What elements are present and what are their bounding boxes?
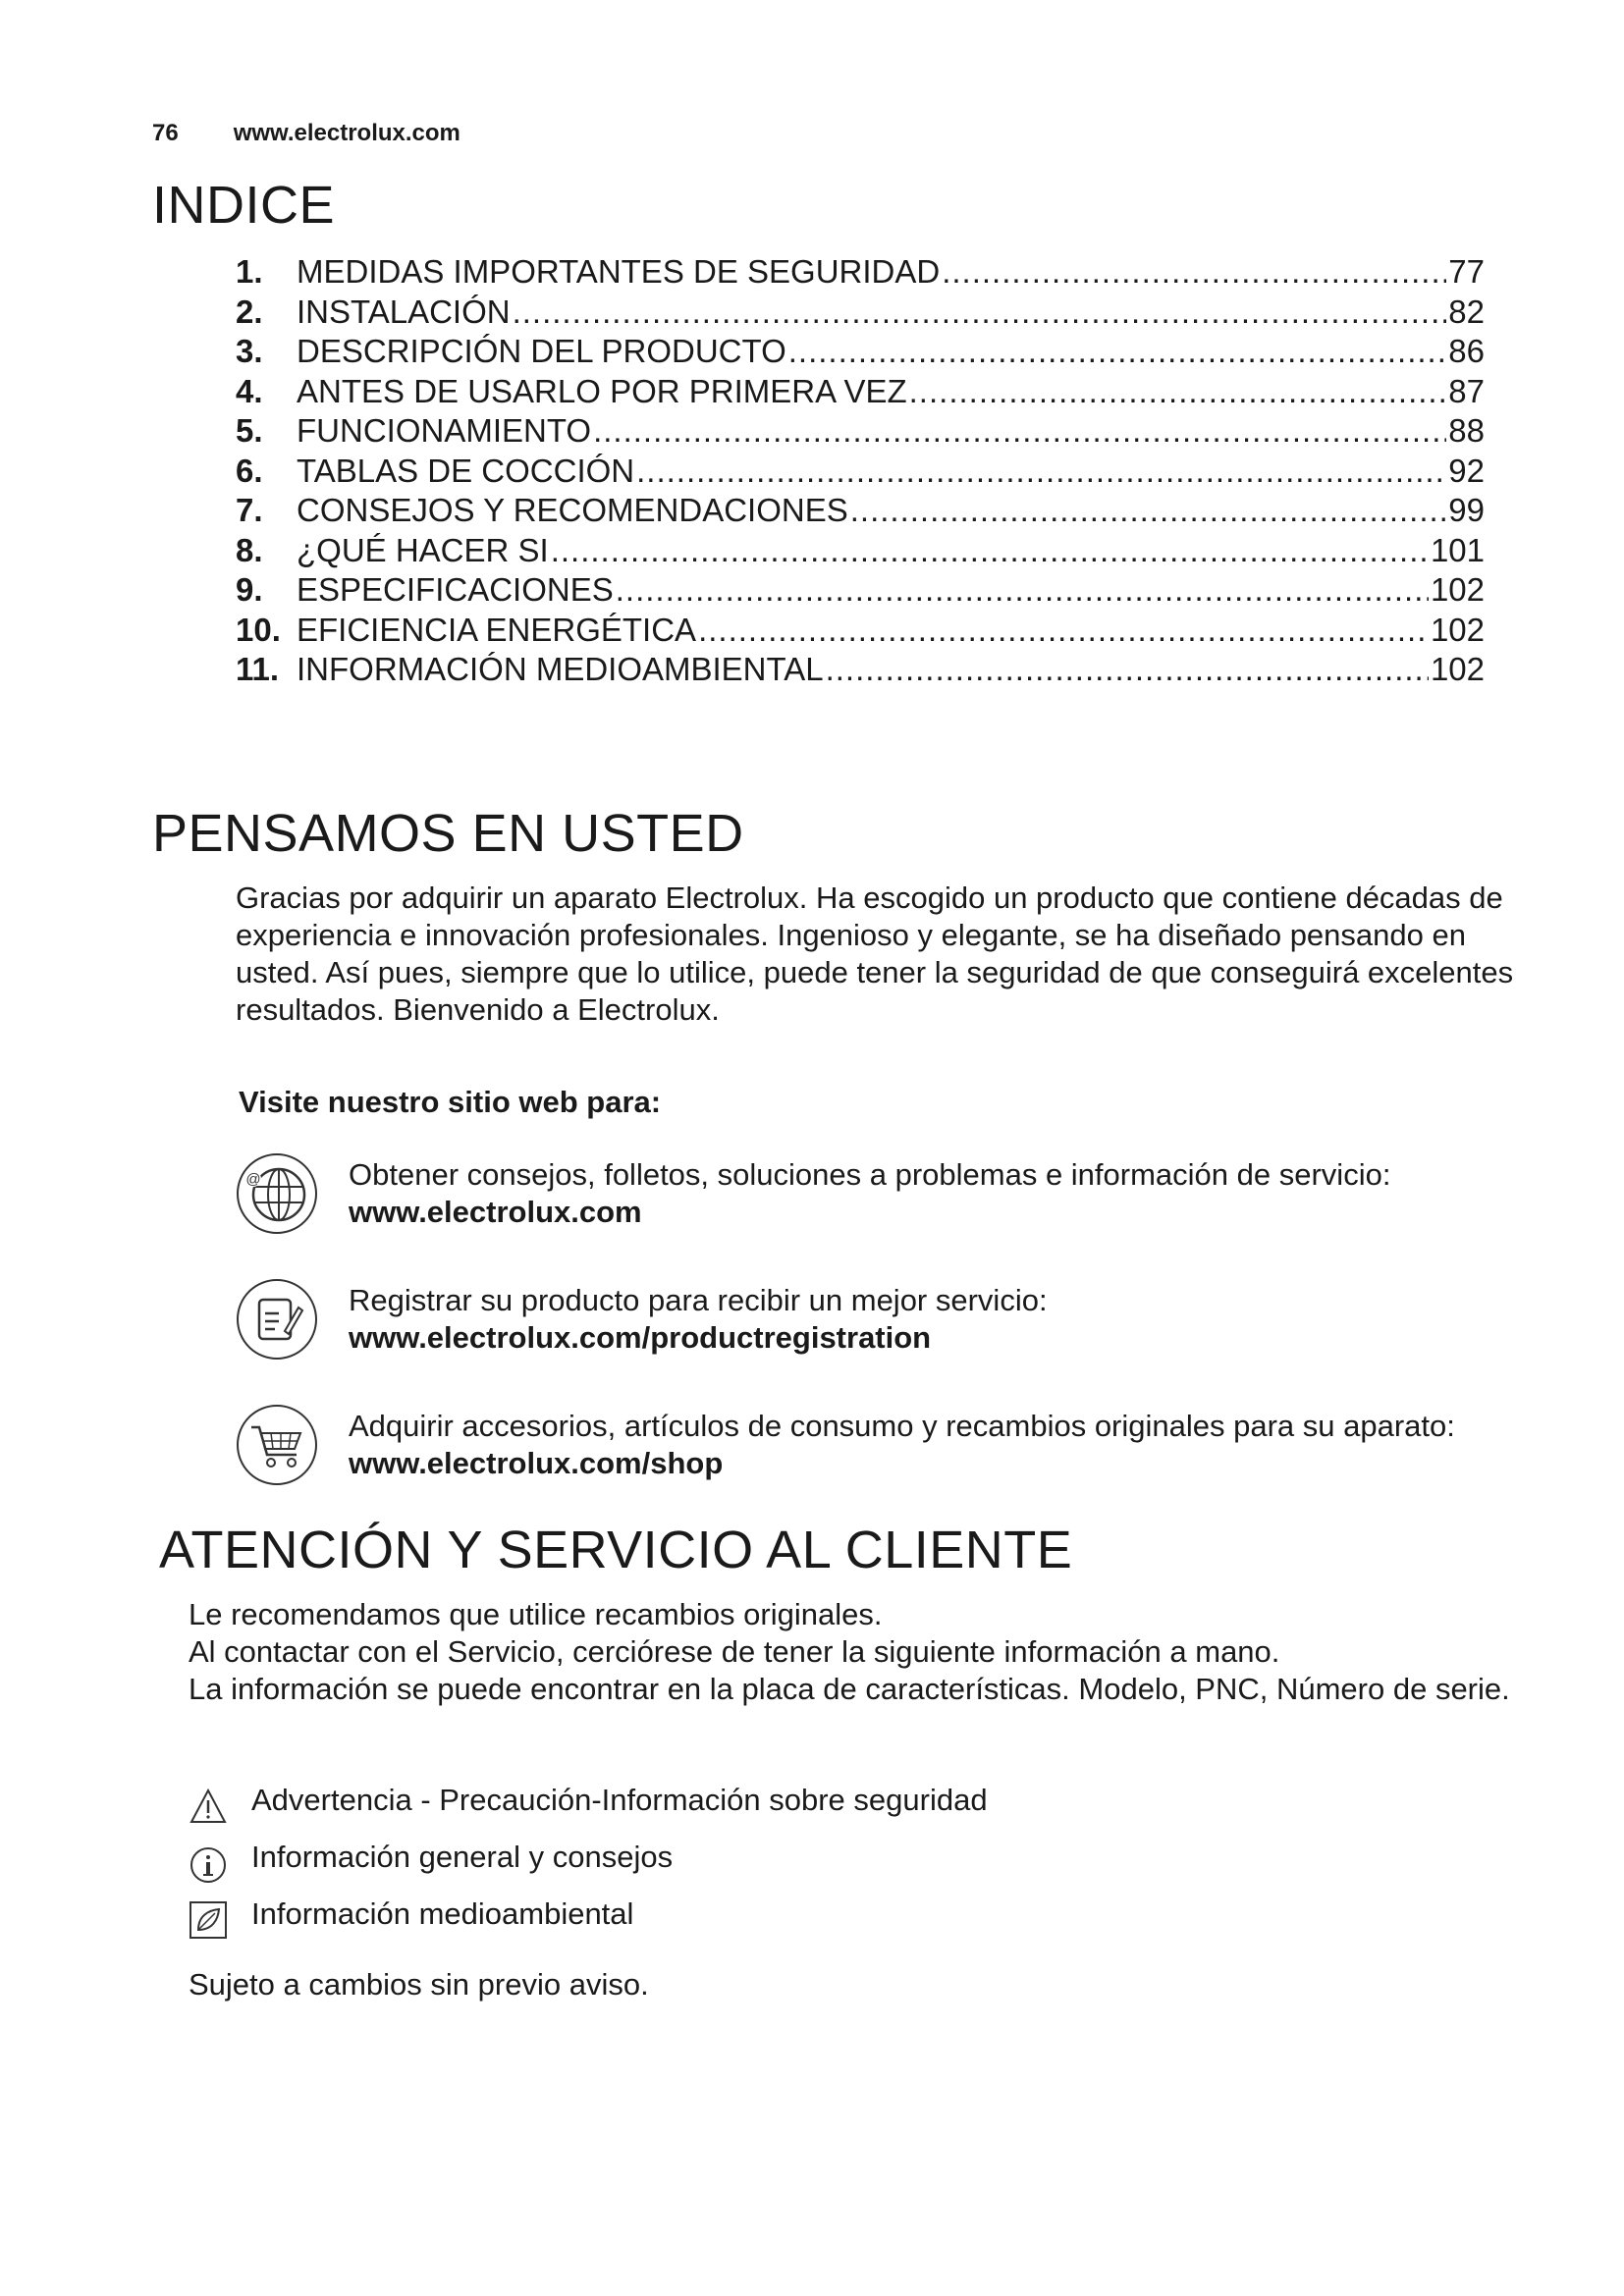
- toc-number: 4.: [236, 372, 263, 409]
- leaf-icon: [189, 1900, 228, 1945]
- link-registration: [349, 1282, 1048, 1357]
- toc-row[interactable]: [236, 571, 1485, 612]
- legend-info-text: Información general y consejos: [251, 1840, 674, 1874]
- website-link[interactable]: www.electrolux.com: [349, 1195, 642, 1229]
- atencion-paragraph: [189, 1596, 1510, 1708]
- toc-page: 82: [1448, 293, 1485, 330]
- toc-number: 5.: [236, 412, 263, 449]
- toc-leader: [909, 373, 1447, 410]
- toc-leader: [551, 532, 1429, 569]
- toc-row[interactable]: [236, 492, 1485, 532]
- legend-environment-text: Información medioambiental: [251, 1896, 634, 1931]
- toc-page: 102: [1430, 611, 1485, 648]
- toc-number: 10.: [236, 611, 281, 648]
- toc-title: INFORMACIÓN MEDIOAMBIENTAL: [297, 651, 824, 687]
- toc-leader: [850, 492, 1447, 529]
- toc-number: 7.: [236, 492, 263, 528]
- paragraph-line: La información se puede encontrar en la placa de características. Modelo, PNC, Número de serie.: [189, 1672, 1510, 1706]
- toc-title: ESPECIFICACIONES: [297, 571, 614, 608]
- toc-title: CONSEJOS Y RECOMENDACIONES: [297, 492, 848, 528]
- toc-row[interactable]: [236, 412, 1485, 453]
- toc-row[interactable]: [236, 651, 1485, 691]
- toc-number: 1.: [236, 253, 263, 290]
- legend-warning-text: Advertencia - Precaución-Información sobre seguridad: [251, 1783, 988, 1817]
- toc-page: 86: [1448, 333, 1485, 369]
- visit-label: Visite nuestro sitio web para:: [239, 1085, 662, 1119]
- toc-title: ¿QUÉ HACER SI: [297, 531, 549, 568]
- toc-leader: [593, 412, 1446, 450]
- paragraph-line: Al contactar con el Servicio, cerciórese de tener la siguiente información a mano.: [189, 1634, 1280, 1669]
- link-description: Adquirir accesorios, artículos de consumo y recambios originales para su aparato:: [349, 1409, 1455, 1443]
- link-info-service: [349, 1156, 1390, 1231]
- toc-row[interactable]: [236, 333, 1485, 373]
- toc-row[interactable]: [236, 253, 1485, 294]
- toc-row[interactable]: [236, 294, 1485, 334]
- toc-leader: [636, 453, 1446, 490]
- page-number: 76: [152, 120, 179, 146]
- toc-page: 92: [1448, 452, 1485, 489]
- link-shop: [349, 1408, 1455, 1482]
- paragraph-line: Le recomendamos que utilice recambios originales.: [189, 1597, 883, 1631]
- toc-title: FUNCIONAMIENTO: [297, 412, 592, 449]
- toc-title: ANTES DE USARLO POR PRIMERA VEZ: [297, 372, 907, 409]
- toc-number: 9.: [236, 571, 263, 608]
- shopping-cart-icon: [236, 1404, 318, 1491]
- toc-leader: [698, 612, 1429, 649]
- page-header: [152, 120, 460, 147]
- paragraph-line: resultados. Bienvenido a Electrolux.: [236, 992, 720, 1027]
- toc-number: 2.: [236, 293, 263, 330]
- toc-page: 87: [1448, 372, 1485, 409]
- toc-title: DESCRIPCIÓN DEL PRODUCTO: [297, 333, 786, 369]
- warning-icon: [189, 1787, 228, 1831]
- svg-text:@: @: [245, 1171, 261, 1188]
- table-of-contents: [236, 253, 1485, 691]
- link-description: Obtener consejos, folletos, soluciones a problemas e información de servicio:: [349, 1157, 1391, 1192]
- info-icon: [189, 1845, 228, 1890]
- toc-page: 102: [1430, 651, 1485, 687]
- toc-leader: [826, 651, 1429, 688]
- paragraph-line: usted. Así pues, siempre que lo utilice, puede tener la seguridad de que conseguirá excelentes: [236, 955, 1514, 989]
- toc-leader: [942, 253, 1446, 291]
- shop-link[interactable]: www.electrolux.com/shop: [349, 1446, 724, 1480]
- toc-page: 77: [1448, 253, 1485, 290]
- paragraph-line: experiencia e innovación profesionales. Ingenioso y elegante, se ha diseñado pensando en: [236, 918, 1466, 952]
- toc-page: 102: [1430, 571, 1485, 608]
- toc-row[interactable]: [236, 373, 1485, 413]
- footer-note: Sujeto a cambios sin previo aviso.: [189, 1967, 649, 2002]
- pensamos-paragraph: [236, 880, 1513, 1029]
- toc-row[interactable]: [236, 532, 1485, 572]
- registration-icon: [236, 1278, 318, 1365]
- registration-link[interactable]: www.electrolux.com/productregistration: [349, 1320, 932, 1355]
- toc-number: 3.: [236, 333, 263, 369]
- toc-number: 6.: [236, 452, 263, 489]
- paragraph-line: Gracias por adquirir un aparato Electrolux. Ha escogido un producto que contiene décadas de: [236, 881, 1503, 915]
- toc-leader: [513, 294, 1447, 331]
- toc-title: INSTALACIÓN: [297, 293, 511, 330]
- link-description: Registrar su producto para recibir un mejor servicio:: [349, 1283, 1048, 1317]
- toc-page: 101: [1430, 531, 1485, 568]
- header-website: www.electrolux.com: [233, 120, 460, 146]
- toc-number: 8.: [236, 531, 263, 568]
- toc-page: 88: [1448, 412, 1485, 449]
- pensamos-title: PENSAMOS EN USTED: [152, 804, 744, 863]
- toc-title: EFICIENCIA ENERGÉTICA: [297, 611, 697, 648]
- toc-title: MEDIDAS IMPORTANTES DE SEGURIDAD: [297, 253, 941, 290]
- toc-leader: [616, 571, 1429, 609]
- indice-title: INDICE: [152, 176, 336, 235]
- toc-number: 11.: [236, 651, 280, 687]
- toc-row[interactable]: [236, 453, 1485, 493]
- atencion-title: ATENCIÓN Y SERVICIO AL CLIENTE: [159, 1521, 1073, 1579]
- toc-title: TABLAS DE COCCIÓN: [297, 452, 635, 489]
- toc-row[interactable]: [236, 612, 1485, 652]
- globe-icon: [236, 1152, 318, 1240]
- toc-page: 99: [1448, 492, 1485, 528]
- toc-leader: [788, 333, 1447, 370]
